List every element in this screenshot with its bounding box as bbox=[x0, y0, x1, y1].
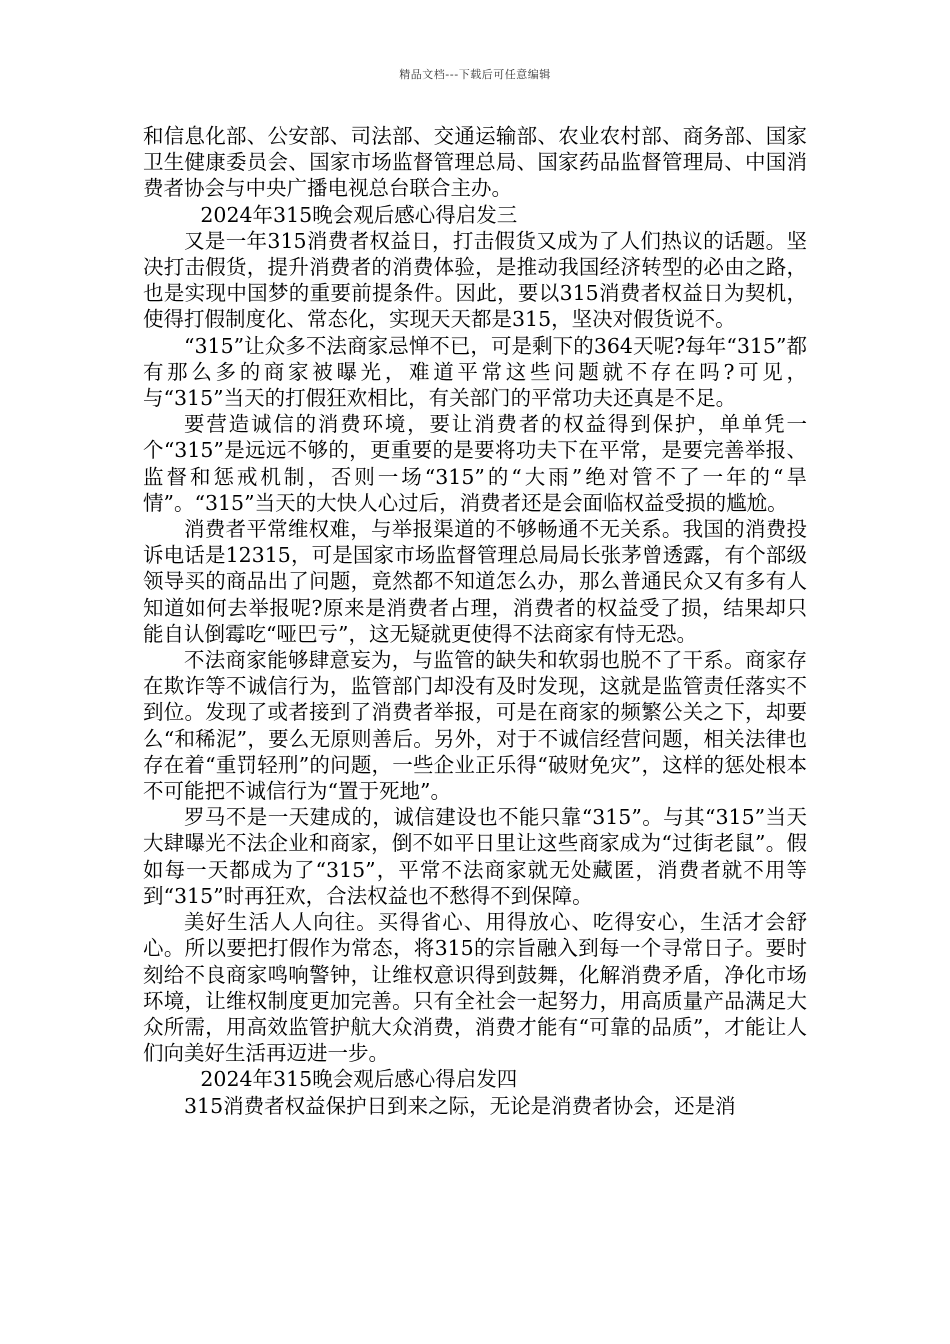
paragraph: 消费者平常维权难，与举报渠道的不够畅通不无关系。我国的消费投诉电话是12315，可是国家市场监督管理总局局长张茅曾透露，有个部级领导买的商品出了问题，竟然都不知道怎么办，那么普通民众又有多有人知道如何去举报呢?原来是消费者占理，消费者的权益受了损，结果却只能自认倒霉吃“哑巴亏”，这无疑就更使得不法商家有恃无恐。 bbox=[143, 517, 807, 646]
paragraph: 315消费者权益保护日到来之际，无论是消费者协会，还是消 bbox=[184, 1093, 736, 1118]
document-body bbox=[143, 123, 807, 1119]
section-heading: 2024年315晚会观后感心得启发三 bbox=[200, 202, 518, 227]
paragraph: 要营造诚信的消费环境，要让消费者的权益得到保护，单单凭一个“315”是远远不够的，更重要的是要将功夫下在平常，是要完善举报、监督和惩戒机制，否则一场“315”的“大雨”绝对管不了一年的“旱情”。“315”当天的大快人心过后，消费者还是会面临权益受损的尴尬。 bbox=[143, 412, 807, 515]
paragraph: 罗马不是一天建成的，诚信建设也不能只靠“315”。与其“315”当天大肆曝光不法企业和商家，倒不如平日里让这些商家成为“过街老鼠”。假如每一天都成为了“315”，平常不法商家就无处藏匿，消费者就不用等到“315”时再狂欢，合法权益也不愁得不到保障。 bbox=[143, 805, 807, 908]
paragraph: “315”让众多不法商家忌惮不已，可是剩下的364天呢?每年“315”都有那么多的商家被曝光，难道平常这些问题就不存在吗?可见，与“315”当天的打假狂欢相比，有关部门的平常功夫还真是不足。 bbox=[143, 333, 807, 411]
page-header: 精品文档---下载后可任意编辑 bbox=[399, 68, 551, 81]
paragraph: 美好生活人人向往。买得省心、用得放心、吃得安心，生活才会舒心。所以要把打假作为常态，将315的宗旨融入到每一个寻常日子。要时刻给不良商家鸣响警钟，让维权意识得到鼓舞，化解消费矛盾，净化市场环境，让维权制度更加完善。只有全社会一起努力，用高质量产品满足大众所需，用高效监管护航大众消费，消费才能有“可靠的品质”，才能让人们向美好生活再迈进一步。 bbox=[143, 910, 807, 1066]
paragraph: 和信息化部、公安部、司法部、交通运输部、农业农村部、商务部、国家卫生健康委员会、国家市场监督管理总局、国家药品监督管理局、中国消费者协会与中央广播电视总台联合主办。 bbox=[143, 124, 807, 201]
paragraph: 不法商家能够肆意妄为，与监管的缺失和软弱也脱不了干系。商家存在欺诈等不诚信行为，监管部门却没有及时发现，这就是监管责任落实不到位。发现了或者接到了消费者举报，可是在商家的频繁公关之下，却要么“和稀泥”，要么无原则善后。另外，对于不诚信经营问题，相关法律也存在着“重罚轻刑”的问题，一些企业正乐得“破财免灾”，这样的惩处根本不可能把不诚信行为“置于死地”。 bbox=[143, 648, 807, 804]
paragraph: 又是一年315消费者权益日，打击假货又成为了人们热议的话题。坚决打击假货，提升消费者的消费体验，是推动我国经济转型的必由之路，也是实现中国梦的重要前提条件。因此，要以315消费者权益日为契机，使得打假制度化、常态化，实现天天都是315，坚决对假货说不。 bbox=[143, 228, 807, 332]
section-heading: 2024年315晚会观后感心得启发四 bbox=[200, 1067, 518, 1092]
